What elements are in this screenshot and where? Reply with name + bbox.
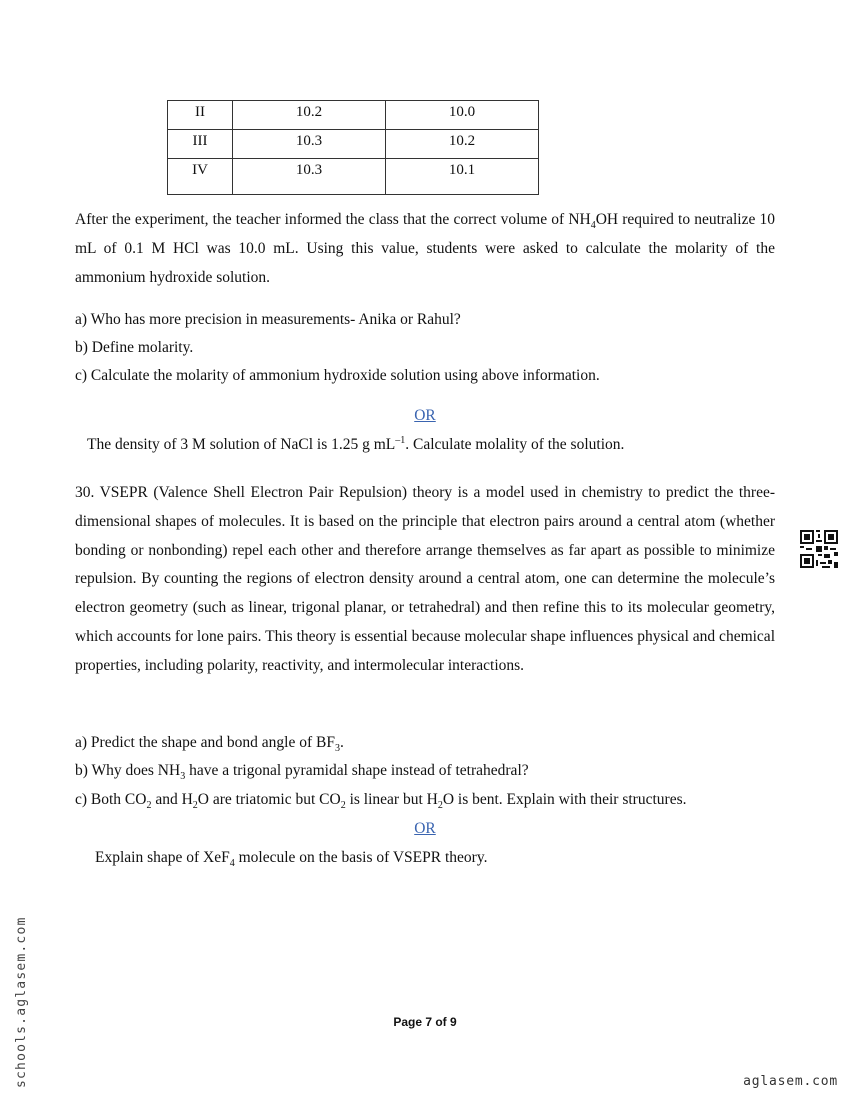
table-cell: III <box>168 130 233 159</box>
q29-part-b: b) Define molarity. <box>75 339 194 356</box>
page-number: Page 7 of 9 <box>393 1015 457 1029</box>
q30-part-a: a) Predict the shape and bond angle of $BF_3$. <box>75 734 344 755</box>
corner-watermark: aglasem.com <box>743 1074 838 1089</box>
table-row <box>168 130 539 159</box>
q30-part-b: b) Why does $NH_3$ have a trigonal pyramidal shape instead of tetrahedral? <box>75 762 529 783</box>
q30-alternative: Explain shape of XeF$_4$ molecule on the basis of VSEPR theory. <box>95 849 488 870</box>
qr-code-icon <box>800 530 838 568</box>
q30-paragraph: 30. VSEPR (Valence Shell Electron Pair Repulsion) theory is a model used in chemistry to predict the three-dimensional shapes of molecules. It is based on the principle that electron pairs around a central atom (whether bonding or nonbonding) repel each other and therefore arrange themselves as far apart as possible to minimize repulsion. By counting the regions of electron density around a central atom, one can determine the molecule’s electron geometry (such as linear, trigonal planar, or tetrahedral) and then refine this to its molecular geometry, which accounts for lone pairs. This theory is essential because molecular shape influences physical and chemical properties, including polarity, reactivity, and intermolecular interactions. <box>75 484 775 674</box>
table-cell: 10.0 <box>386 101 539 130</box>
table-cell: II <box>168 101 233 130</box>
q29-or-label: OR <box>414 407 436 424</box>
q29-alternative: The density of 3 M solution of NaCl is 1.25 g $mL^{-1}$. Calculate molality of the solution. <box>87 434 625 453</box>
table-cell: IV <box>168 159 233 195</box>
q29-part-c: c) Calculate the molarity of ammonium hydroxide solution using above information. <box>75 367 600 384</box>
readings-table-body <box>168 101 539 195</box>
table-cell: 10.2 <box>386 130 539 159</box>
q30-part-c: c) Both $CO_2$ and $H_2O$ are triatomic but $CO_2$ is linear but $H_2O$ is bent. Explain with their structures. <box>75 791 687 812</box>
q29-part-a: a) Who has more precision in measurements- Anika or Rahul? <box>75 311 461 328</box>
readings-table <box>167 100 539 195</box>
table-row <box>168 159 539 195</box>
table-cell: 10.1 <box>386 159 539 195</box>
table-cell: 10.2 <box>233 101 386 130</box>
table-cell: 10.3 <box>233 159 386 195</box>
side-watermark: schools.aglasem.com <box>14 916 29 1088</box>
table-cell: 10.3 <box>233 130 386 159</box>
q29-paragraph: After the experiment, the teacher informed the class that the correct volume of $NH_4OH$ required to neutralize 10 mL of 0.1 M HCl was 10.0 mL. Using this value, students were asked to calculate the molarity of the ammonium hydroxide solution. <box>75 211 775 286</box>
table-row <box>168 101 539 130</box>
q30-or-label: OR <box>414 820 436 837</box>
